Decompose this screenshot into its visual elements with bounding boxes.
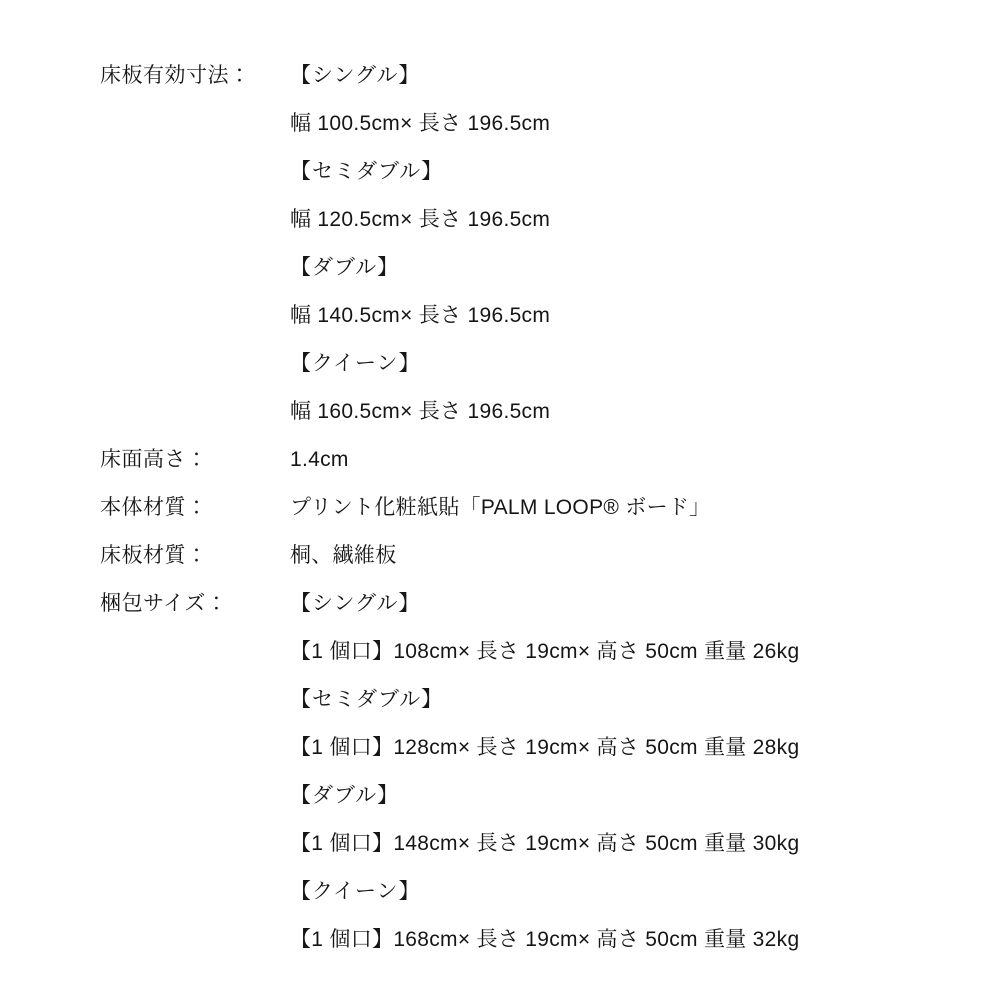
spec-label-body-material: 本体材質： xyxy=(100,496,208,519)
value-line: 【セミダブル】 xyxy=(290,160,444,183)
spec-label-floorboard-dimensions: 床板有効寸法： xyxy=(100,64,251,87)
spec-label-floorboard-material: 床板材質： xyxy=(100,544,208,567)
value-line: 幅 120.5cm× 長さ 196.5cm xyxy=(290,208,551,231)
value-line: 【セミダブル】 xyxy=(290,688,444,711)
spec-value-floorboard-material xyxy=(290,532,920,580)
value-line: 【1 個口】108cm× 長さ 19cm× 高さ 50cm 重量 26kg xyxy=(290,640,800,663)
value-line: 【ダブル】 xyxy=(290,784,400,807)
value-line: プリント化粧紙貼「PALM LOOP® ボード」 xyxy=(290,496,711,519)
value-line: 桐、繊維板 xyxy=(290,544,397,567)
spec-value-package-size xyxy=(290,580,920,964)
value-line: 【クイーン】 xyxy=(290,352,421,375)
table-row xyxy=(100,580,920,964)
table-row xyxy=(100,52,920,436)
spec-value-body-material xyxy=(290,484,920,532)
table-row xyxy=(100,436,920,484)
spec-label-package-size: 梱包サイズ： xyxy=(100,592,228,615)
value-line: 1.4cm xyxy=(290,448,349,471)
spec-value-floorboard-dimensions xyxy=(290,52,920,436)
value-line: 幅 140.5cm× 長さ 196.5cm xyxy=(290,304,551,327)
table-row xyxy=(100,532,920,580)
specification-table-body xyxy=(100,52,920,964)
spec-value-floor-height xyxy=(290,436,920,484)
value-line: 【シングル】 xyxy=(290,64,421,87)
value-line: 【1 個口】128cm× 長さ 19cm× 高さ 50cm 重量 28kg xyxy=(290,736,800,759)
value-line: 【シングル】 xyxy=(290,592,421,615)
value-line: 幅 100.5cm× 長さ 196.5cm xyxy=(290,112,551,135)
value-line: 【1 個口】148cm× 長さ 19cm× 高さ 50cm 重量 30kg xyxy=(290,832,800,855)
specification-table xyxy=(100,52,920,964)
value-line: 幅 160.5cm× 長さ 196.5cm xyxy=(290,400,551,423)
table-row xyxy=(100,484,920,532)
spec-label-floor-height: 床面高さ： xyxy=(100,448,208,471)
value-line: 【ダブル】 xyxy=(290,256,400,279)
value-line: 【クイーン】 xyxy=(290,880,421,903)
value-line: 【1 個口】168cm× 長さ 19cm× 高さ 50cm 重量 32kg xyxy=(290,928,800,951)
